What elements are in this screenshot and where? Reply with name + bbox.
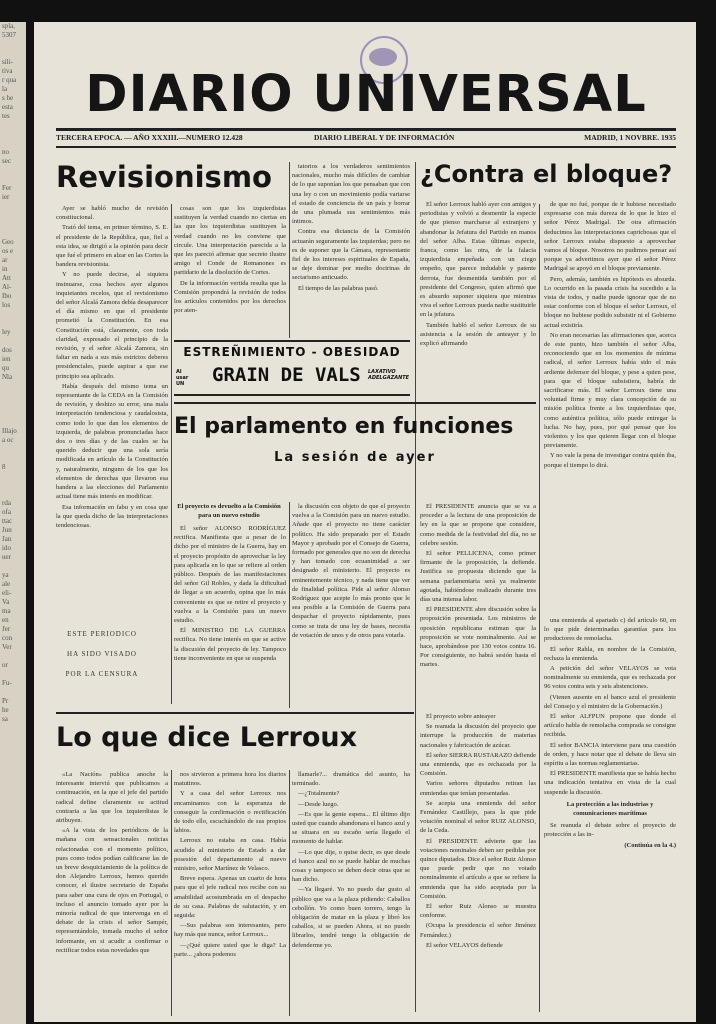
fragment-text: [0, 49, 26, 58]
fragment-text: uer: [2, 553, 11, 561]
fragment-text: spla,: [2, 22, 16, 30]
fragment-text: [0, 418, 26, 427]
paragraph: «La Nación» publica anoche la interesante interviú que publicamos a continuación, en la que el jefe del partido radical define claramente su actitud contraria a las que los izquierdistas le atribuyen.: [56, 771, 168, 825]
fragment-text: dos: [2, 346, 12, 354]
paragraph: El señor SIERRA RUSTARAZO defiende una enmienda, que es rechazada por la Comisión.: [420, 751, 536, 778]
fragment-text: esta: [2, 103, 13, 111]
fragment-text: 5307: [2, 31, 16, 39]
paragraph: (Vienen ausente en el banco azul el presidente del Consejo y el ministro de la Gobernación.): [544, 693, 676, 710]
fragment-text: Va: [2, 598, 10, 606]
paragraph: —¿Qué quiere usted que le diga? La parte... ¿ahora podemos: [174, 941, 286, 958]
fragment-text: [0, 481, 26, 490]
fragment-text: Ver: [2, 643, 12, 651]
fragment-text: [0, 319, 26, 328]
fragment-text: ier: [2, 193, 10, 201]
paragraph: También habló el señor Lerroux de su asistencia a la sesión de anteayer y lo explicó afirmando: [420, 321, 536, 348]
paragraph: El señor VELAYOS defiende: [426, 941, 503, 949]
fragment-text: ley: [2, 328, 11, 336]
paragraph: El señor ALONSO RODRÍGUEZ rectifica. Manifiesta que a pesar de lo dicho por el ministro de la Guerra, hay en el proyecto propósito de aprovechar la ley para aplicarla en lo que se refiere al orden público. Después de las manifestaciones del señor Gil Robles, y dada la dificultad de llegar a un acuerdo, opina que lo más conveniente es que se retire el proyecto y vuelva a la Comisión para un nuevo estudio.: [174, 525, 286, 625]
paragraph: Se acepta una enmienda del señor Fernández Castillejo, para la que pide votación nominal el señor RUIZ ALONSO, de la Ceda.: [420, 799, 536, 835]
headline-lerroux: Lo que dice Lerroux: [56, 722, 358, 753]
notice-line-3: POR LA CENSURA: [65, 670, 139, 678]
paragraph: No eran necesarias las afirmaciones que, acerca de este punto, hizo también el señor Alba, reconociendo que en los momentos de mínima radical, el señor Lerroux había sido el más ardiente defensor del bloque, y pese a quien pese, para que el bloque subsistiera, habría de sacrificarse más. El señor Lerroux tiene una voluntad firme y muy clara concepción de su misión política frente a los izquierdistas que, como auténtica política, sólo puede entregar la lucha. No hay, pues, por qué pensar que los violentos y los que quieren llegar con el bloque previamente.: [544, 331, 676, 450]
fragment-text: [0, 670, 26, 679]
fragment-text: Jan: [2, 535, 12, 543]
ad-side-text: LAXATIVO ADELGAZANTE: [368, 369, 410, 381]
fragment-text: [0, 400, 26, 409]
paragraph: llamarle?... dramática del asunto, ha terminado.: [292, 771, 410, 788]
fragment-text: sili-: [2, 58, 13, 66]
paragraph: una enmienda al apartado c) del artículo 60, en lo que pide determinadas garantías para los productores de remolacha.: [544, 617, 676, 643]
lerroux-col1: [56, 770, 168, 1016]
fragment-text: ar: [2, 256, 8, 264]
fragment-text: [0, 40, 26, 49]
paragraph: la discusión con objeto de que el proyecto vuelva a la Comisión para un nuevo estudio. Añade que el proyecto no tiene carácter político. Ha sido preparado por el Estado Mayor y aprobado por el Consejo de Guerra, formado por generales que no son de derecha y han tomado con ecuanimidad a ser designado el ministerio. El proyecto es eminentemente técnico, y nada tiene que ver de finalidad política. Pide al señor Alonso Rodríguez que acepte lo más pronto que le sea posible a la Comisión de Guerra para despachar el proyecto rápidamente, pues como se trata de una ley de bases, necesita de votación de unos y de otros para votarla.: [292, 503, 410, 639]
paragraph: Contra esa dictancia de la Comisión actuarán seguramente las izquierdas; pero no es de suponer que la Cámara, representante fiel de los intereses espirituales de España, se deje dominar por medio doctrinas de sectarismo anticuado.: [292, 228, 410, 282]
paragraph: cosas son que los izquierdistas sustituyen la verdad cuando no ciertas en las que los izquierdistas sustituyen la verdad cuando no les conviene que circule. Una interpretación parecida a la que les pareció afirmar que secreto ilustre amigo el Conde de Romanones es partidario de la disolución de Cortes.: [174, 205, 286, 277]
paragraph: —Desde luego.: [298, 800, 339, 808]
paragraph: Se reanuda el debate sobre el proyecto de protección a las in-: [544, 822, 676, 839]
fragment-text: [0, 310, 26, 319]
fragment-text: [0, 391, 26, 400]
lerroux-col2: [174, 770, 286, 1016]
parlamento-col1: [174, 524, 286, 708]
epoca-line: TERCERA EPOCA. — AÑO XXXIII.—NUMERO 12.428: [56, 133, 243, 142]
fragment-text: [0, 472, 26, 481]
paragraph: El proyecto sobre anteayer: [426, 713, 496, 720]
grain-de-vals-ad: [174, 340, 410, 396]
paragraph: —¿Totalmente?: [298, 790, 340, 798]
fragment-text: ido: [2, 544, 11, 552]
fragment-text: [0, 337, 26, 346]
paragraph: Ayer se habló mucho de revisión constitucional.: [56, 205, 168, 222]
fragment-text: [0, 175, 26, 184]
fragment-text: en: [2, 616, 9, 624]
fragment-text: ttac: [2, 517, 13, 525]
parlamento-col5-lower: [420, 712, 536, 1018]
contra-col2: [544, 200, 676, 612]
fragment-text: eli-: [2, 589, 12, 597]
fragment-text: Illajo: [2, 427, 17, 435]
paragraph: Breve espera. Apenas un cuarto de hora para que el jefe radical nos recibe con su amabilidad acostumbrada en el despacho de su casa. Palabras de salutación, y en seguida:: [174, 875, 286, 920]
paragraph: El PRESIDENTE manifiesta que se había hecho una indicación tentativa en vista de la cual suspende la discusión.: [544, 770, 676, 796]
subheading: La protección a las industrias y comunicaciones marítimas: [566, 800, 654, 818]
paragraph: El PRESIDENTE advierte que las votaciones nominales deben ser pedidas por quince diputados. Dice el señor Ruiz Alonso que puede pedir que no votado nominalmente el artículo a que se refiere la enmienda que ha sido aceptada por la Comisión.: [420, 837, 536, 900]
ad-top-line: ESTREÑIMIENTO - OBESIDAD: [183, 345, 401, 359]
ad-tomar-text: Al usar UN: [176, 369, 189, 387]
ad-brand: GRAIN DE VALS: [212, 364, 361, 386]
fragment-text: tiva: [2, 67, 13, 75]
revisionismo-col2: [174, 204, 286, 338]
paragraph: —Sus palabras son interesantes, pero hay más que nunca, señor Lerroux...: [174, 922, 286, 939]
paragraph: «A la vista de los periódicos de la mañana con sensacionales noticias relacionadas con el momento político, pues como todos podían calificarse las de un breve desquiciamiento de la política de don Alejandro Lerroux, hemos querido conocer, el ilustre secretario de España para saber una cura de ojos en Portugal, o incluso el anuncio tomado ayer por la minoría radical de que intervenga en el debate de la crisis el señor Sampér, representándolo, tomada mucho el señor informante, en si acudir a confirmar o rectificar todos estas novedades que: [56, 827, 168, 954]
fragment-text: rda: [2, 499, 11, 507]
continued-note: (Continúa en la 4.): [624, 841, 676, 849]
fragment-text: ma: [2, 607, 11, 615]
fragment-text: Ibo: [2, 292, 12, 300]
paragraph: tatorios a los verdaderos sentimientos nacionales, mucho más difíciles de cambiar de lo que suponían los que pensaban que con una ley o con un movimiento podía variarse el estado de conciencia de un país y borrar de una plumada sus sentimientos más íntimos.: [292, 163, 410, 226]
fragment-text: [0, 211, 26, 220]
fragment-text: [0, 121, 26, 130]
fragment-text: tes: [2, 112, 10, 120]
revisionismo-col1: [56, 204, 168, 622]
fragment-text: sec: [2, 157, 11, 165]
fragment-text: ale: [2, 580, 11, 588]
paragraph: —Lo que dije, o quise decir, es que desde el banco azul no se puede hablar de muchas cosas y tampoco se deben decir otras que se han dicho.: [292, 848, 410, 884]
paragraph: Lerroux no estaba en casa. Había acudido al ministerio de Estado a dar posesión del departamento al nuevo ministro, señor Martínez de Velasco.: [174, 837, 286, 873]
fragment-text: qu: [2, 364, 9, 372]
fragment-text: os e: [2, 247, 14, 255]
parlamento-col2: [292, 502, 410, 708]
paragraph: El MINISTRO DE LA GUERRA rectifica. No tiene interés en que se active la discusión del proyecto de ley. Tampoco tiene inconveniente en que se suspenda: [174, 627, 286, 662]
newspaper-page: [34, 22, 696, 1022]
fragment-text: ien: [2, 355, 11, 363]
paragraph: Varios señores diputados retiran las enmiendas que tenían presentadas.: [420, 780, 536, 797]
paragraph: A petición del señor VELAYOS se vota nominalmente su enmienda, que es rechazada por 96 votos contra seis y seis abstenciones.: [544, 665, 676, 691]
paragraph: Esa información en fabu y en cosa que la que queda dicho de las interpretaciones tendenciosas.: [56, 503, 168, 529]
fragment-text: con: [2, 634, 13, 642]
parlamento-intro: El proyecto es devuelto a la Comisión para un nuevo estudio: [177, 503, 281, 519]
fragment-text: r qua: [2, 76, 17, 84]
fragment-text: Pr: [2, 697, 9, 705]
fragment-text: Nla: [2, 373, 13, 381]
paragraph: El señor Rahla, en nombre de la Comisión, rechaza la enmienda.: [544, 645, 676, 662]
fragment-text: los: [2, 301, 11, 309]
fragment-text: sa: [2, 715, 8, 723]
paragraph: Y a casa del señor Lerroux nos encaminamos con la esperanza de conseguir la confirmación o rectificación de todo ello, escuchándolo de sus propios labios.: [174, 790, 286, 835]
fragment-text: in: [2, 265, 8, 273]
paragraph: Y no vale la pena de investigar contra quién iba, porque el tiempo lo dirá.: [544, 452, 676, 469]
fragment-text: [0, 382, 26, 391]
headline-revisionismo: Revisionismo: [56, 160, 272, 194]
fragment-text: Al-: [2, 283, 12, 291]
paragraph: Trató del tema, en primer término, S. E. el presidente de la República, que, fiel a esta idea, se dirigió a la opinión para decir que fué el primero en alzar en las Cortes la bandera revisionista.: [56, 224, 168, 269]
fragment-text: no: [2, 148, 9, 156]
paragraph: —Es que la gente espera... El último dijo usted que cuando abandonara el banco azul y se situara en su escaño sería llegado el momento de hablar.: [292, 810, 410, 846]
paragraph: Había después del mismo tema un representante de la CEDA en la Comisión de revisión, y deshizo su error, una mala interpretación tendenciosa y caudalosista, como todo lo que dan los elementos de izquierda, de palabras pronunciadas hace dos o tres días y de las cuales se ha querido deducir que una sola sería modificada en artículo de la Constitución y, naturalmente, ninguno de los que los elementos de derechas que llevaron esa bandera a las elecciones del Parlamento actual tiene más interés en modificar.: [56, 382, 168, 501]
paragraph: —Ya llegaré. Yo no puedo dar gusto al público que va a la plaza pidiendo: Caballos cebollón. Yo como buen torrero, tengo la obligación de matar en la plaza y libró los caballos, si se pueden Ahora, si no puedo librarlos, tendré tengo la obligación de defenderme yo.: [292, 886, 410, 949]
parlamento-col6-lower: [544, 616, 676, 1018]
fragment-text: [0, 562, 26, 571]
fragment-text: Att: [2, 274, 11, 282]
paragraph: El señor Lerroux habló ayer con amigos y periodistas y volvió a desmentir la especie de que pienso marcharse al extranjero y abandonar la Jefatura del Partido en manos del señor Alba. Estas últimas especie, franca, como las otra, de la falacia izquierdista empeñada con un ciego empeño, que parece indudable y patente derrota, fue desmentida también por el presidente del Congreso, quien afirmó que es absurdo suponer siquiera que mientras viva el señor Lerroux pueda nadie sustituirle en la jefatura.: [420, 201, 536, 319]
fragment-text: [0, 229, 26, 238]
headline-parlamento: El parlamento en funciones: [174, 414, 514, 439]
issue-date: MADRID, 1 NOVBRE. 1935: [584, 133, 676, 142]
lerroux-col3: [292, 770, 410, 1016]
fragment-text: [0, 220, 26, 229]
fragment-text: [0, 409, 26, 418]
fragment-text: [0, 166, 26, 175]
fragment-text: [0, 454, 26, 463]
adjacent-page-strip: [0, 22, 26, 1024]
notice-line-2: HA SIDO VISADO: [67, 650, 137, 658]
paragraph: El señor BANCIA interviene para una cuestión de orden, y hace notar que el debate de lleva sin espíritu a las normas reglamentarias.: [544, 741, 676, 768]
parlamento-subhead: La sesión de ayer: [274, 450, 436, 465]
tagline: DIARIO LIBERAL Y DE INFORMACIÓN: [314, 133, 455, 142]
fragment-text: [0, 445, 26, 454]
paragraph: El tiempo de las palabras pasó.: [298, 284, 379, 292]
fragment-text: [0, 202, 26, 211]
revisionismo-col3: [292, 162, 410, 338]
parlamento-col3: [420, 502, 536, 708]
paragraph: El señor ALFPUN propone que donde el artículo habla de remolacha comprada se consigne recibida.: [544, 713, 676, 739]
headline-contra-el-bloque: ¿Contra el bloque?: [420, 160, 673, 188]
fragment-text: Geo: [2, 238, 14, 246]
paragraph: nos sirvieron a primera hora los diarios matutinos.: [174, 771, 286, 788]
masthead-title: DIARIO UNIVERSAL: [85, 65, 647, 124]
paragraph: Se reanuda la discusión del proyecto que interrupe la producción de materias nacionales y fabricación de azúcar.: [420, 723, 536, 749]
notice-line-1: ESTE PERIODICO: [67, 630, 137, 638]
fragment-text: [0, 652, 26, 661]
paragraph: de que no fué, porque de ir hubiese necesitado expresarse con más dureza de lo que le hizo el señor Pérez Madrigal. De otra afirmación deducimos las interpretaciones caprichosas que el señor Lerroux estaba dispuesto a aprovechar vamos al bloque. Nosotros no pudimos pensar así porque ya advertimos ayer que el señor Pérez Madrigal se apoyó en el bloque previamente.: [544, 201, 676, 273]
fragment-text: [0, 139, 26, 148]
fragment-text: Fu-: [2, 679, 12, 687]
contra-col1: [420, 200, 536, 398]
fragment-text: la: [2, 85, 8, 93]
fragment-text: or: [2, 661, 8, 669]
fragment-text: [0, 130, 26, 139]
fragment-text: [0, 688, 26, 697]
paragraph: De la información vertida resulta que la Comisión propondrá la revisión de todos los artículos contenidos por los derechos por aten-: [174, 279, 286, 315]
fragment-text: Jun: [2, 526, 12, 534]
fragment-text: ofa: [2, 508, 11, 516]
paragraph: El señor PELLICENA, como primer firmante de la proposición, la defiende. Justifica su propuesta diciendo que la semana parlamentaria será ya realmente agotada, habiéndose realizado durante tres días una intensa labor.: [420, 550, 536, 604]
paragraph: El señor Ruiz Alonso se muestra conforme.: [420, 903, 536, 920]
paragraph: (Ocupa la presidencia el señor Jiménez Fernández.): [420, 922, 536, 939]
fragment-text: s he: [2, 94, 14, 102]
paragraph: Pero, además, también es hipótesis es absurda. Lo ocurrido en la pasada crisis ha sucedido a la vista de todos, y nadie puede ignorar que de no estar conforme con el bloque el señor Lerroux, el bloque no hubiese podido subsistir ni el Gobierno actual existiría.: [544, 275, 676, 329]
paragraph: Y no puede decirse, al siquiera insinuarse, cosa hechos ayer algunos inquietantes recelos, que el revisionismo del señor Alcalá Zamora debía desaparecer el día mismo en que el presidente prometió la Constitución. En esa Constitución está, claramente, con toda claridad, expresado el principio de la revisión, y el señor Alcalá Zamora, sin faltar en nada a sus más estrictos deberes presidenciales, puede aspirar a que ese principio sea aplicado.: [56, 271, 168, 380]
fragment-text: ya: [2, 571, 9, 579]
fragment-text: 8: [2, 463, 6, 471]
fragment-text: he: [2, 706, 9, 714]
paragraph: El PRESIDENTE anuncia que se va a proceder a la lectura de una proposición de ley en la que se propone que considere, como medida de la festividad del día, no se celebre sesión.: [420, 503, 536, 547]
paragraph: El PRESIDENTE abre discusión sobre la proposición presentada. Los ministros de oposición republicana estiman que la proposición se vote nominalmente. Así se hace, aprobándose por 130 votos contra 16. Por consiguiente, no habrá sesión hasta el martes.: [420, 606, 536, 669]
fragment-text: Jer: [2, 625, 11, 633]
fragment-text: [0, 490, 26, 499]
censorship-notice: [54, 624, 150, 690]
fragment-text: a oc: [2, 436, 14, 444]
fragment-text: Fer: [2, 184, 12, 192]
